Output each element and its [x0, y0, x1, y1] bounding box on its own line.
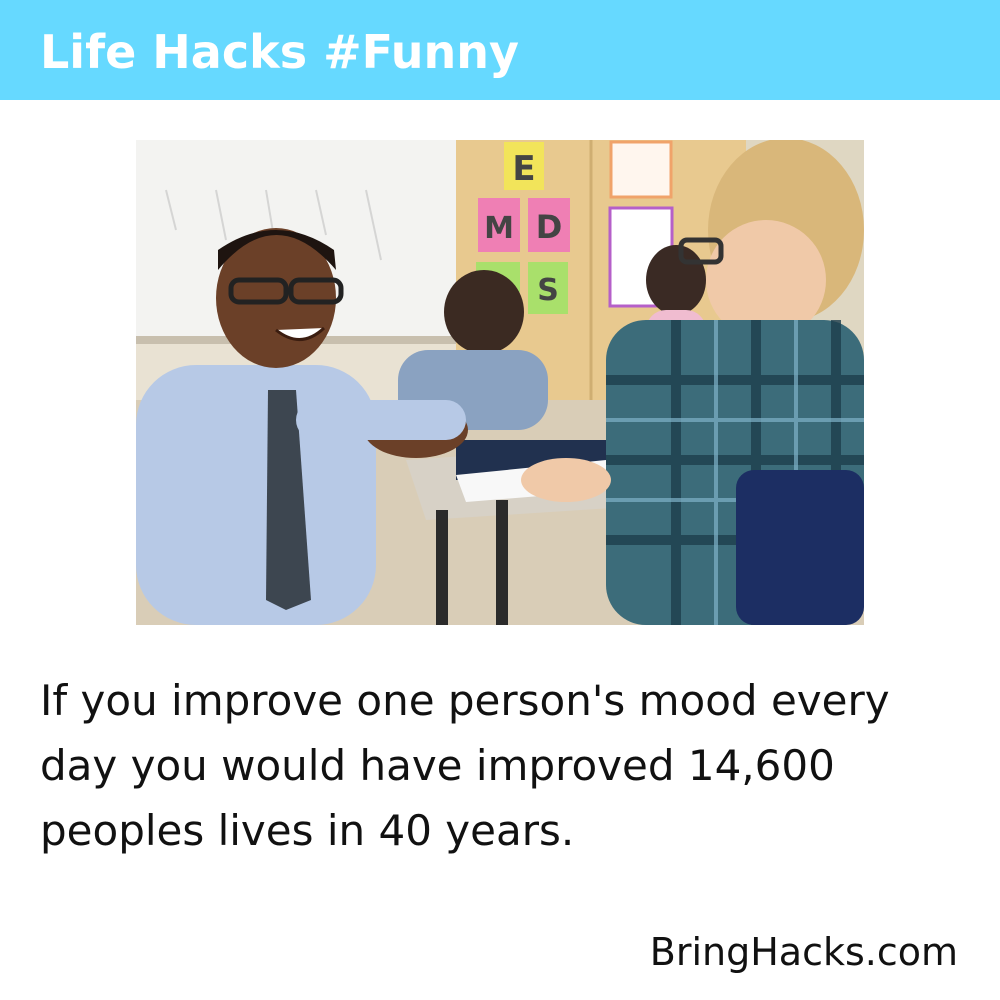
site-brand: BringHacks.com: [649, 930, 958, 974]
letter-card: D: [535, 208, 563, 246]
classroom-photo: [136, 140, 864, 625]
letter-card: E: [512, 149, 536, 189]
page-title: Life Hacks #Funny: [40, 25, 520, 79]
letter-card: S: [537, 273, 559, 308]
caption-text: If you improve one person's mood every day you would have improved 14,600 peoples lives in 40 years.: [40, 676, 890, 855]
letter-card: M: [484, 211, 514, 246]
header-bar: [0, 0, 1000, 100]
